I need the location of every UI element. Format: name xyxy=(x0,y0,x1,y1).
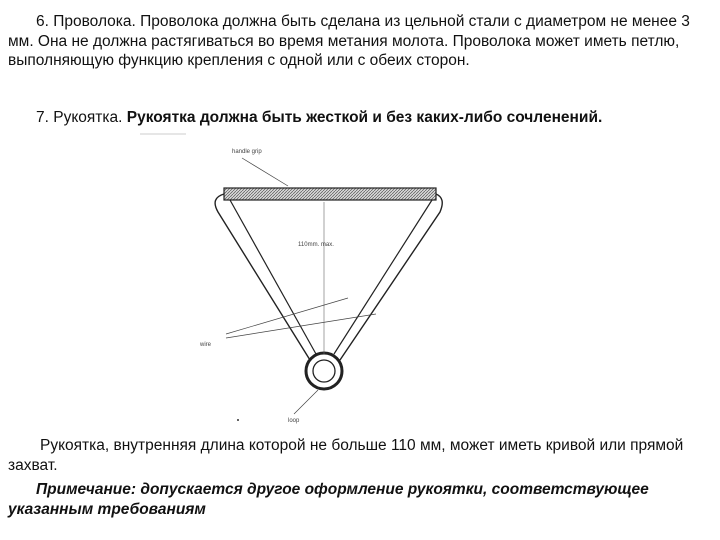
left-arm xyxy=(215,194,310,360)
label-handle-grip: handle grip xyxy=(232,149,262,155)
paragraph-wire-text: 6. Проволока. Проволока должна быть сделана из цельной стали с диаметром не менее 3 мм. Она не должна растягиваться во время метания молота. Проволока может иметь петлю, выполняющую функцию крепления с одной или с обеих сторон. xyxy=(8,13,690,69)
grip-bar xyxy=(224,188,436,200)
paragraph-handle xyxy=(8,108,712,128)
paragraph-wire xyxy=(8,12,712,71)
paragraph-handle-prefix: 7. Рукоятка. xyxy=(36,109,127,126)
paragraph-handle-bold: Рукоятка должна быть жесткой и без каких-либо сочленений. xyxy=(126,109,603,126)
handle-diagram xyxy=(140,128,580,428)
label-loop: loop xyxy=(288,418,300,424)
note xyxy=(8,480,712,519)
note-text: Примечание: допускается другое оформление рукоятки, соответствующее указанным требованиям xyxy=(8,481,649,518)
right-arm xyxy=(340,194,442,360)
paragraph-handle-desc xyxy=(8,436,712,475)
label-wire: wire xyxy=(200,342,212,348)
paragraph-handle-desc-text: Рукоятка, внутренняя длина которой не больше 110 мм, может иметь кривой или прямой захват. xyxy=(8,437,684,474)
label-length: 110mm. max. xyxy=(298,242,334,248)
loop-ring xyxy=(306,353,342,389)
